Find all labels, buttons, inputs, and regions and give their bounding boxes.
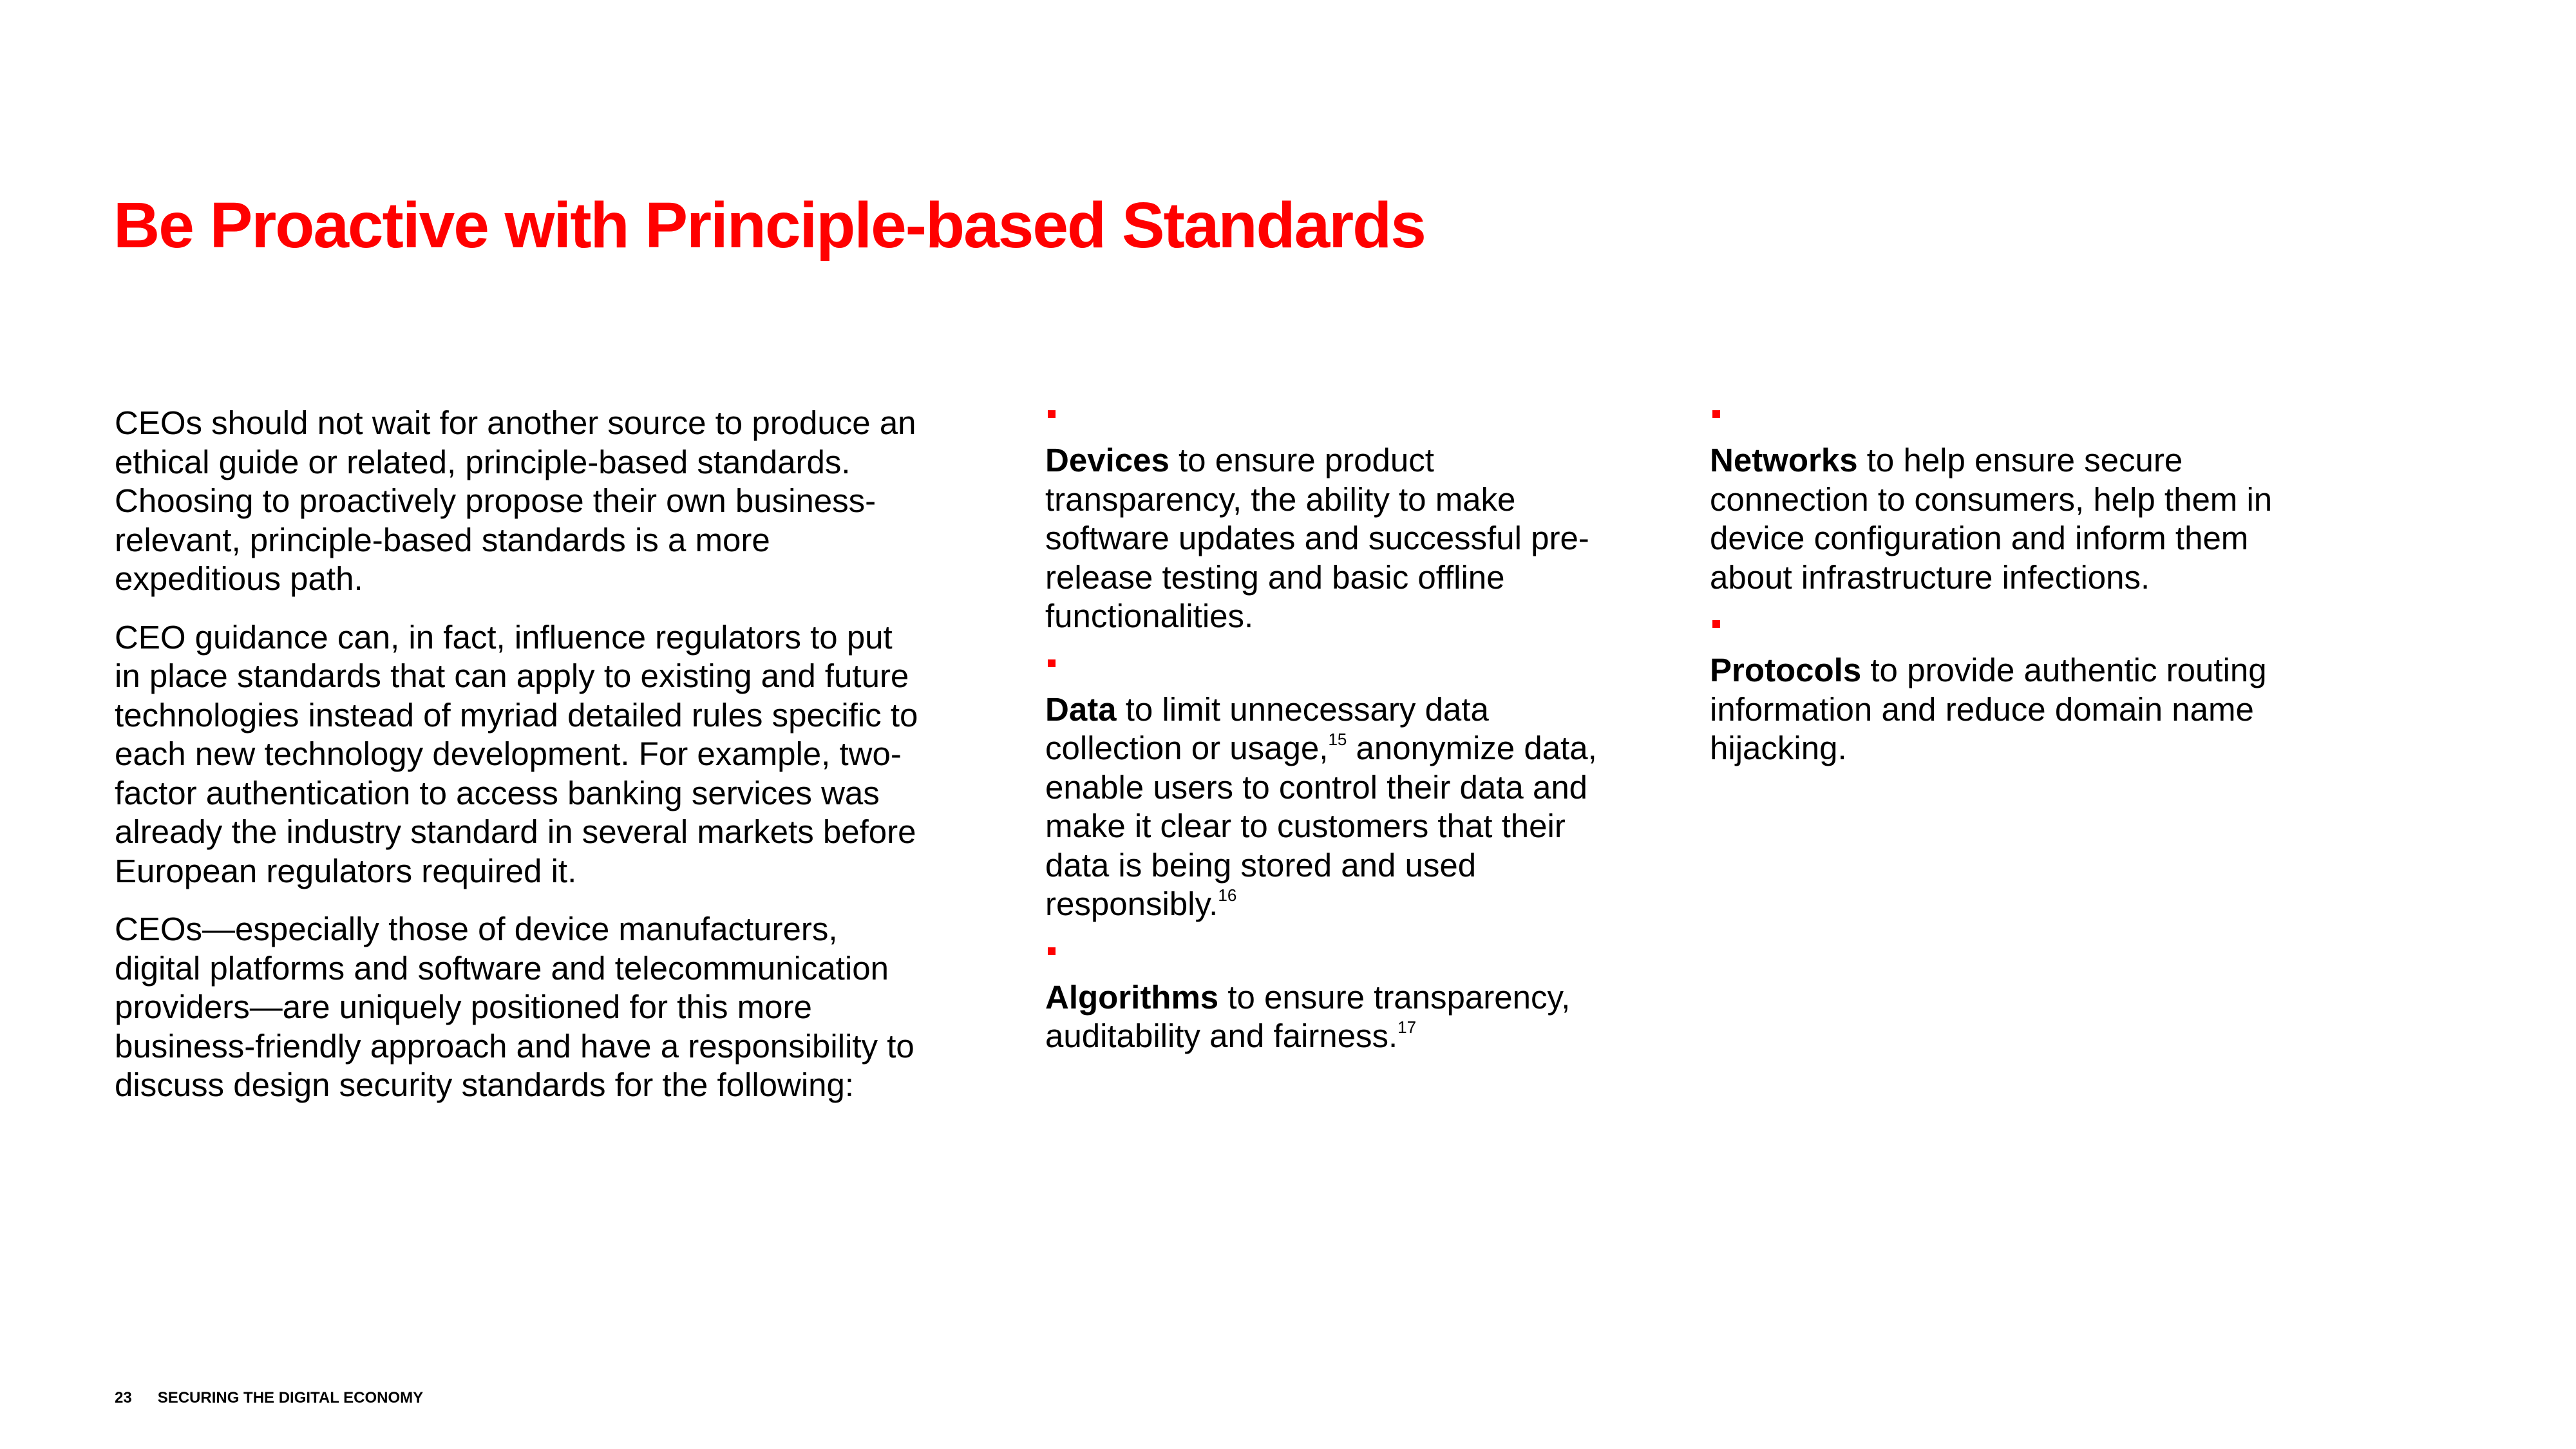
standard-text: to provide authentic routing information and reduce domain name hijacking.: [1710, 652, 2267, 766]
standard-term: Data: [1045, 690, 1117, 728]
intro-paragraph: CEOs—especially those of device manufacturers, digital platforms and software and telecommunication providers—are uniquely positioned for this more business-friendly approach and have a responsibility to discuss design security standards for the following:: [115, 911, 914, 1103]
standard-text: to ensure transparency, auditability and fairness.: [1045, 978, 1571, 1054]
footnote-ref: 15: [1328, 730, 1347, 749]
standard-term: Devices: [1045, 442, 1170, 478]
standard-item-networks: [1710, 410, 2289, 597]
page-footer: [115, 1388, 423, 1408]
intro-column: [115, 404, 926, 1124]
standard-term: Networks: [1710, 442, 1858, 478]
red-square-bullet-icon: [1048, 947, 1056, 955]
page-title: Be Proactive with Principle-based Standards: [113, 189, 1425, 261]
standard-item-devices: [1045, 410, 1625, 636]
footnote-ref: 16: [1218, 886, 1237, 905]
standards-column-2: [1710, 404, 2289, 791]
red-square-bullet-icon: [1048, 410, 1056, 418]
red-square-bullet-icon: [1048, 659, 1056, 667]
standard-item-protocols: [1710, 620, 2289, 768]
footnote-ref: 17: [1397, 1018, 1417, 1037]
standard-term: Protocols: [1710, 652, 1862, 688]
standard-text: to limit unnecessary data collection or usage,: [1045, 690, 1489, 766]
publication-title: SECURING THE DIGITAL ECONOMY: [157, 1389, 424, 1406]
standard-text: to help ensure secure connection to consumers, help them in device configuration and inform them about infrastructure infections.: [1710, 442, 2273, 596]
standard-term: Algorithms: [1045, 978, 1219, 1016]
standard-text: anonymize data, enable users to control their data and make it clear to customers that their data is being stored and used responsibly.: [1045, 730, 1597, 922]
red-square-bullet-icon: [1712, 410, 1720, 418]
intro-paragraph: CEOs should not wait for another source to produce an ethical guide or related, principle-based standards. Choosing to proactively propose their own business-relevant, principle-based standards is a more expeditious path.: [115, 404, 916, 597]
red-square-bullet-icon: [1712, 620, 1720, 628]
standard-item-algorithms: [1045, 947, 1625, 1056]
standards-column-1: [1045, 404, 1625, 1079]
page-number: 23: [115, 1389, 132, 1406]
standard-text: to ensure product transparency, the ability to make software updates and successful pre-release testing and basic offline functionalities.: [1045, 442, 1589, 634]
standard-item-data: [1045, 659, 1625, 924]
intro-paragraph: CEO guidance can, in fact, influence regulators to put in place standards that can apply to existing and future technologies instead of myriad detailed rules specific to each new technology development. For example, two-factor authentication to access banking services was already the industry standard in several markets before European regulators required it.: [115, 618, 918, 889]
